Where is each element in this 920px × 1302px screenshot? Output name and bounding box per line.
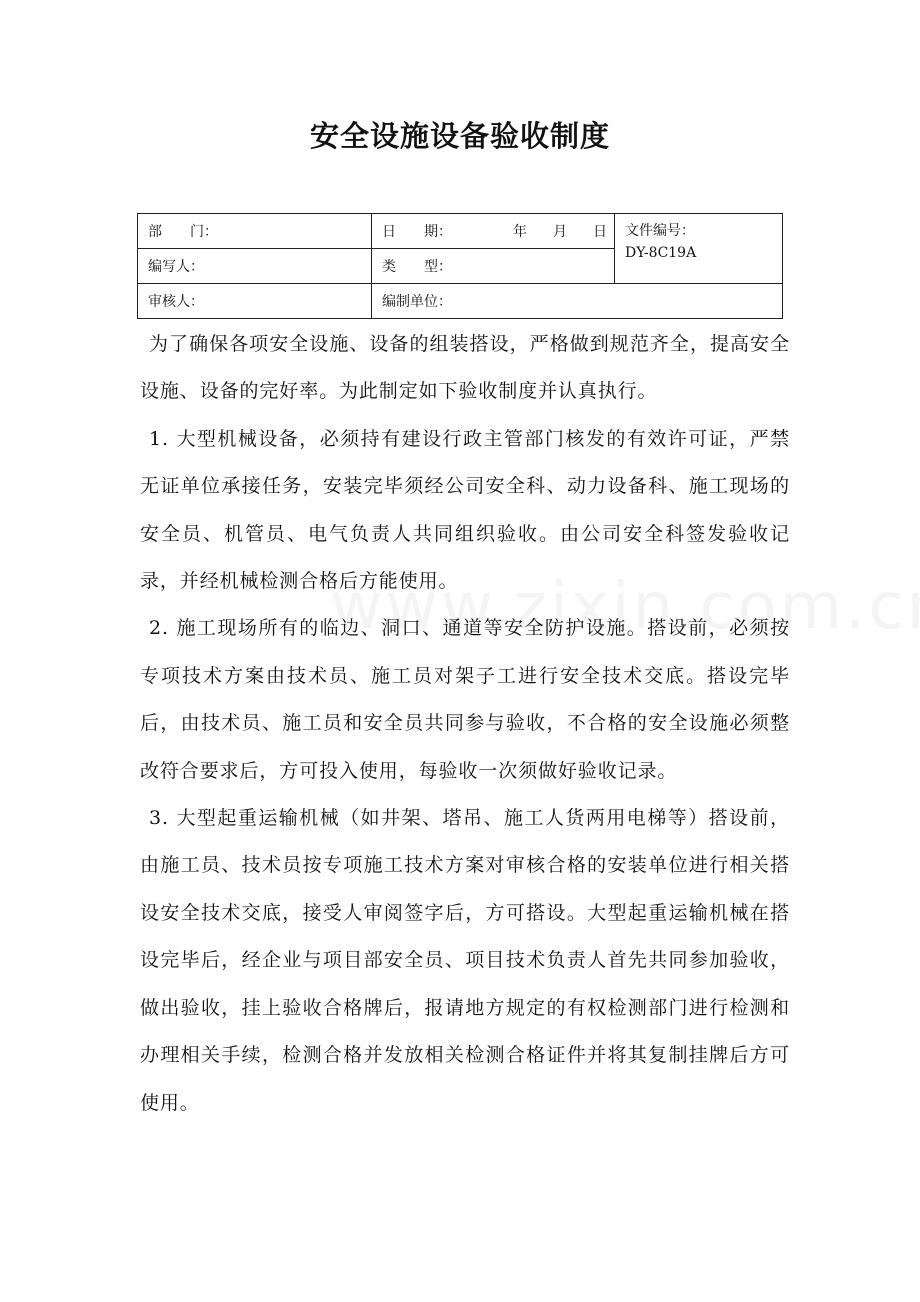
date-year: 年 (513, 224, 527, 240)
type-cell (372, 249, 615, 284)
author-cell (138, 249, 372, 284)
date-cell (372, 214, 615, 249)
unit-label: 编制单位： (382, 294, 452, 310)
document-title: 安全设施设备验收制度 (309, 119, 610, 153)
author-label: 编写人： (148, 259, 204, 275)
doc-number-cell (615, 214, 783, 284)
unit-cell (372, 284, 783, 319)
type-label: 类 型： (382, 259, 452, 275)
document-body (140, 321, 790, 1127)
clause-2-paragraph: 2. 施工现场所有的临边、洞口、通道等安全防护设施。搭设前，必须按专项技术方案由技术员、施工员对架子工进行安全技术交底。搭设完毕后，由技术员、施工员和安全员共同参与验收，不合格的安全设施必须整改符合要求后，方可投入使用，每验收一次须做好验收记录。 (140, 617, 790, 782)
doc-number-value: DY-8C19A (625, 245, 697, 261)
info-row-3 (138, 284, 783, 319)
clause-1-paragraph: 1. 大型机械设备，必须持有建设行政主管部门核发的有效许可证，严禁无证单位承接任务，安装完毕须经公司安全科、动力设备科、施工现场的安全员、机管员、电气负责人共同组织验收。由公司安全科签发验收记录，并经机械检测合格后方能使用。 (140, 427, 790, 593)
date-label: 日 期： (382, 224, 452, 240)
info-row-1 (138, 214, 783, 249)
department-label: 部 门： (148, 224, 218, 240)
date-fields (500, 224, 615, 240)
intro-paragraph: 为了确保各项安全设施、设备的组装搭设，严格做到规范齐全，提高安全设施、设备的完好率。为此制定如下验收制度并认真执行。 (140, 333, 790, 403)
department-cell (138, 214, 372, 249)
doc-number-label: 文件编号： (625, 223, 695, 239)
clause-3-paragraph: 3. 大型起重运输机械（如井架、塔吊、施工人货两用电梯等）搭设前，由施工员、技术员按专项施工技术方案对审核合格的安装单位进行相关搭设安全技术交底，接受人审阅签字后，方可搭设。大型起重运输机械在搭设完毕后，经企业与项目部安全员、项目技术负责人首先共同参加验收，做出验收，挂上验收合格牌后，报请地方规定的有权检测部门进行检测和办理相关手续，检测合格并发放相关检测合格证件并将其复制挂牌后方可使用。 (140, 807, 790, 1114)
document-info-table (137, 213, 783, 319)
reviewer-cell (138, 284, 372, 319)
reviewer-label: 审核人： (148, 294, 204, 310)
date-month: 月 (553, 224, 567, 240)
date-day: 日 (593, 224, 607, 240)
